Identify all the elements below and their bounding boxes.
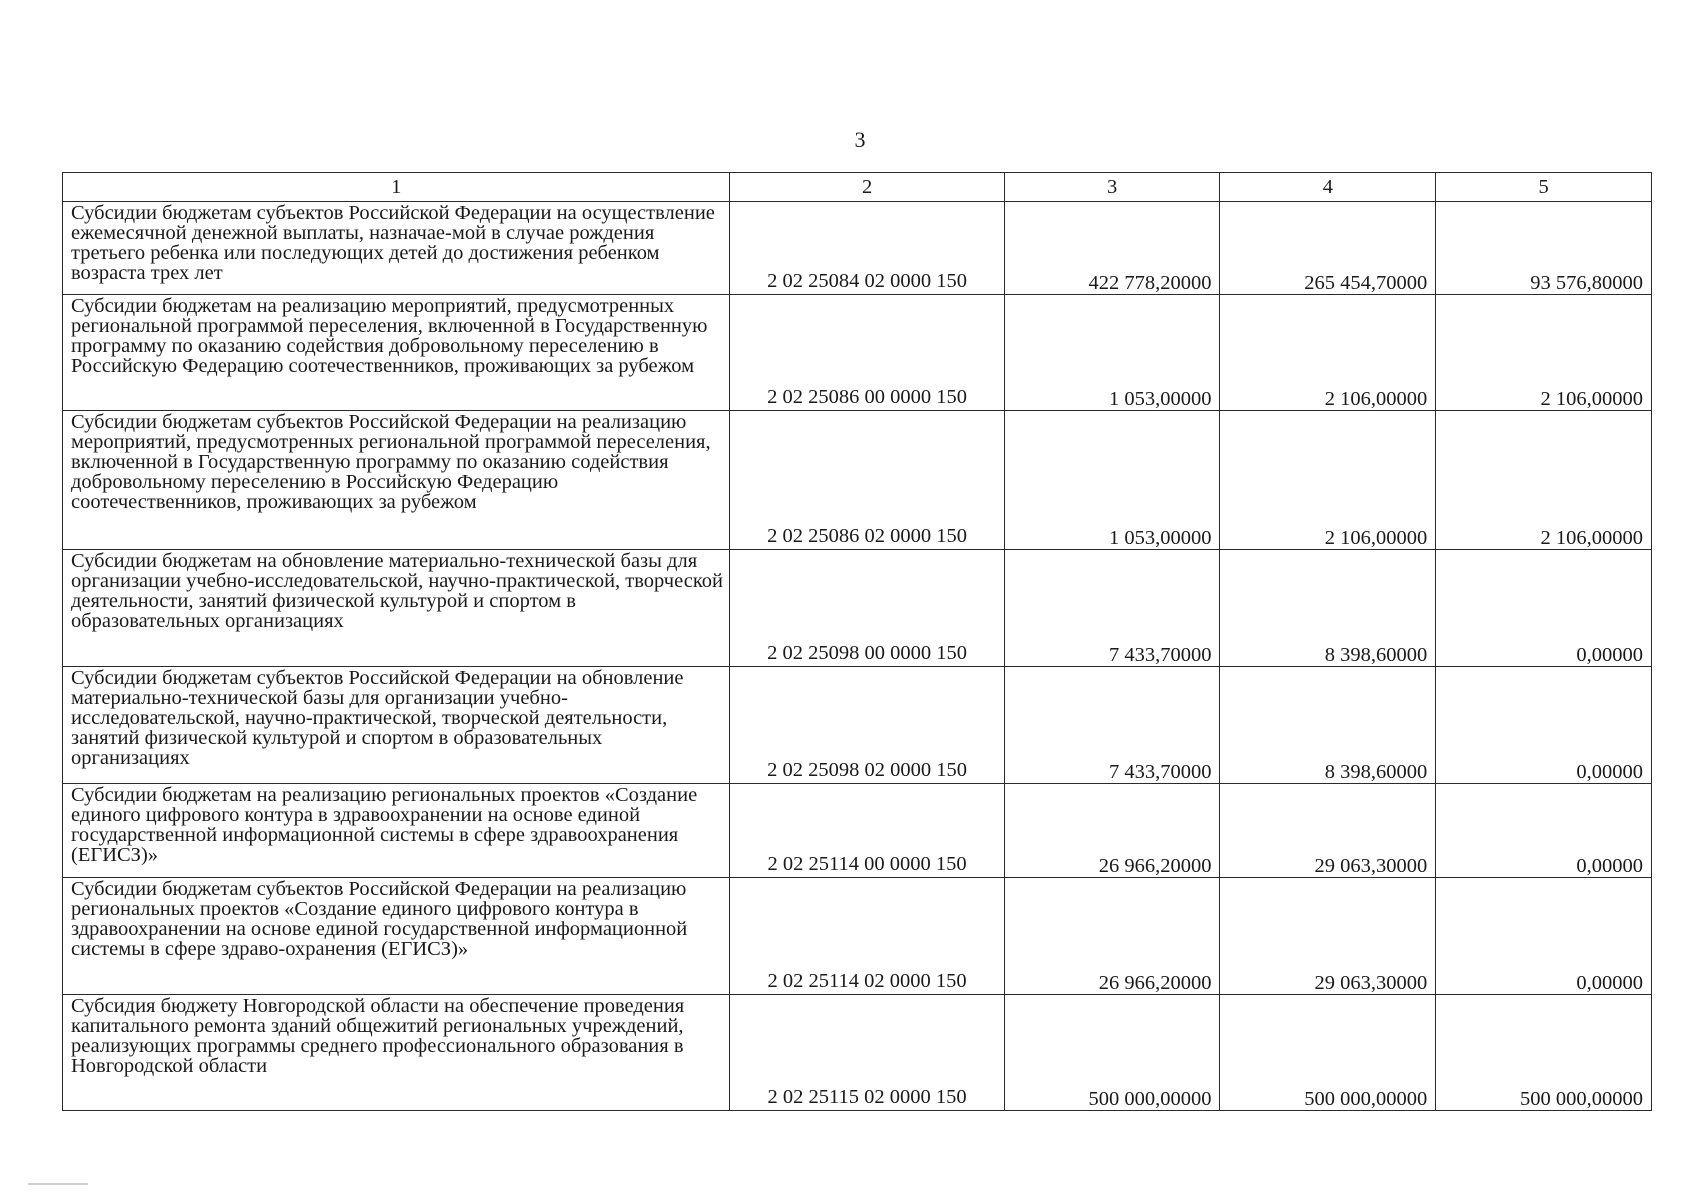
column-header-1: 1: [63, 173, 730, 202]
row-description: Субсидии бюджетам субъектов Российской Федерации на реализацию региональных проектов «Создание единого цифрового контура в здравоохранении на основе единой государственной информационной системы в сфере здраво-охранения (ЕГИСЗ)»: [63, 878, 730, 995]
row-value-col5: 500 000,00000: [1436, 995, 1652, 1111]
row-description: Субсидии бюджетам на реализацию региональных проектов «Создание единого цифрового контура в здравоохранении на основе единой государственной информационной системы в сфере здравоохранения (ЕГИСЗ)»: [63, 784, 730, 878]
row-value-col3: 7 433,70000: [1004, 667, 1220, 784]
row-value-col5: 0,00000: [1436, 878, 1652, 995]
row-value-col4: 2 106,00000: [1220, 411, 1436, 550]
row-budget-code: 2 02 25084 02 0000 150: [730, 202, 1004, 295]
row-value-col4: 500 000,00000: [1220, 995, 1436, 1111]
table-row: [63, 667, 1652, 784]
row-value-col3: 1 053,00000: [1004, 295, 1220, 411]
table-row: [63, 878, 1652, 995]
row-value-col4: 8 398,60000: [1220, 667, 1436, 784]
row-value-col4: 2 106,00000: [1220, 295, 1436, 411]
column-header-4: 4: [1220, 173, 1436, 202]
row-budget-code: 2 02 25114 02 0000 150: [730, 878, 1004, 995]
table-row: [63, 995, 1652, 1111]
row-value-col3: 26 966,20000: [1004, 784, 1220, 878]
row-value-col4: 29 063,30000: [1220, 784, 1436, 878]
row-budget-code: 2 02 25098 02 0000 150: [730, 667, 1004, 784]
row-value-col4: 8 398,60000: [1220, 550, 1436, 667]
table-row: [63, 295, 1652, 411]
row-value-col5: 93 576,80000: [1436, 202, 1652, 295]
row-description: Субсидии бюджетам на обновление материально-технической базы для организации учебно-исследовательской, научно-практической, творческой деятельности, занятий физической культурой и спортом в образовательных организациях: [63, 550, 730, 667]
row-description: Субсидии бюджетам на реализацию мероприятий, предусмотренных региональной программой переселения, включенной в Государственную программу по оказанию содействия добровольному переселению в Российскую Федерацию соотечественников, проживающих за рубежом: [63, 295, 730, 411]
row-budget-code: 2 02 25086 02 0000 150: [730, 411, 1004, 550]
row-value-col4: 29 063,30000: [1220, 878, 1436, 995]
table-row: [63, 202, 1652, 295]
row-value-col3: 500 000,00000: [1004, 995, 1220, 1111]
row-value-col3: 7 433,70000: [1004, 550, 1220, 667]
row-budget-code: 2 02 25086 00 0000 150: [730, 295, 1004, 411]
column-header-2: 2: [730, 173, 1004, 202]
row-budget-code: 2 02 25115 02 0000 150: [730, 995, 1004, 1111]
row-value-col5: 0,00000: [1436, 784, 1652, 878]
row-description: Субсидия бюджету Новгородской области на обеспечение проведения капитального ремонта зданий общежитий региональных учреждений, реализующих программы среднего профессионального образования в Новгородской области: [63, 995, 730, 1111]
scan-artifact-line: [28, 1183, 88, 1185]
row-description: Субсидии бюджетам субъектов Российской Федерации на обновление материально-технической базы для организации учебно-исследовательской, научно-практической, творческой деятельности, занятий физической культурой и спортом в образовательных организациях: [63, 667, 730, 784]
row-value-col5: 2 106,00000: [1436, 295, 1652, 411]
row-value-col4: 265 454,70000: [1220, 202, 1436, 295]
row-budget-code: 2 02 25114 00 0000 150: [730, 784, 1004, 878]
row-value-col5: 0,00000: [1436, 667, 1652, 784]
row-value-col5: 0,00000: [1436, 550, 1652, 667]
row-description: Субсидии бюджетам субъектов Российской Федерации на осуществление ежемесячной денежной выплаты, назначае-мой в случае рождения третьего ребенка или последующих детей до достижения ребенком возраста трех лет: [63, 202, 730, 295]
row-value-col3: 422 778,20000: [1004, 202, 1220, 295]
table-header-row: [63, 173, 1652, 202]
budget-table: [62, 172, 1652, 1111]
column-header-3: 3: [1004, 173, 1220, 202]
row-value-col3: 1 053,00000: [1004, 411, 1220, 550]
row-description: Субсидии бюджетам субъектов Российской Федерации на реализацию мероприятий, предусмотренных региональной программой переселения, включенной в Государственную программу по оказанию содействия добровольному переселению в Российскую Федерацию соотечественников, проживающих за рубежом: [63, 411, 730, 550]
row-budget-code: 2 02 25098 00 0000 150: [730, 550, 1004, 667]
page-number: 3: [854, 127, 866, 152]
table-row: [63, 411, 1652, 550]
table-row: [63, 784, 1652, 878]
column-header-5: 5: [1436, 173, 1652, 202]
row-value-col3: 26 966,20000: [1004, 878, 1220, 995]
table-row: [63, 550, 1652, 667]
row-value-col5: 2 106,00000: [1436, 411, 1652, 550]
